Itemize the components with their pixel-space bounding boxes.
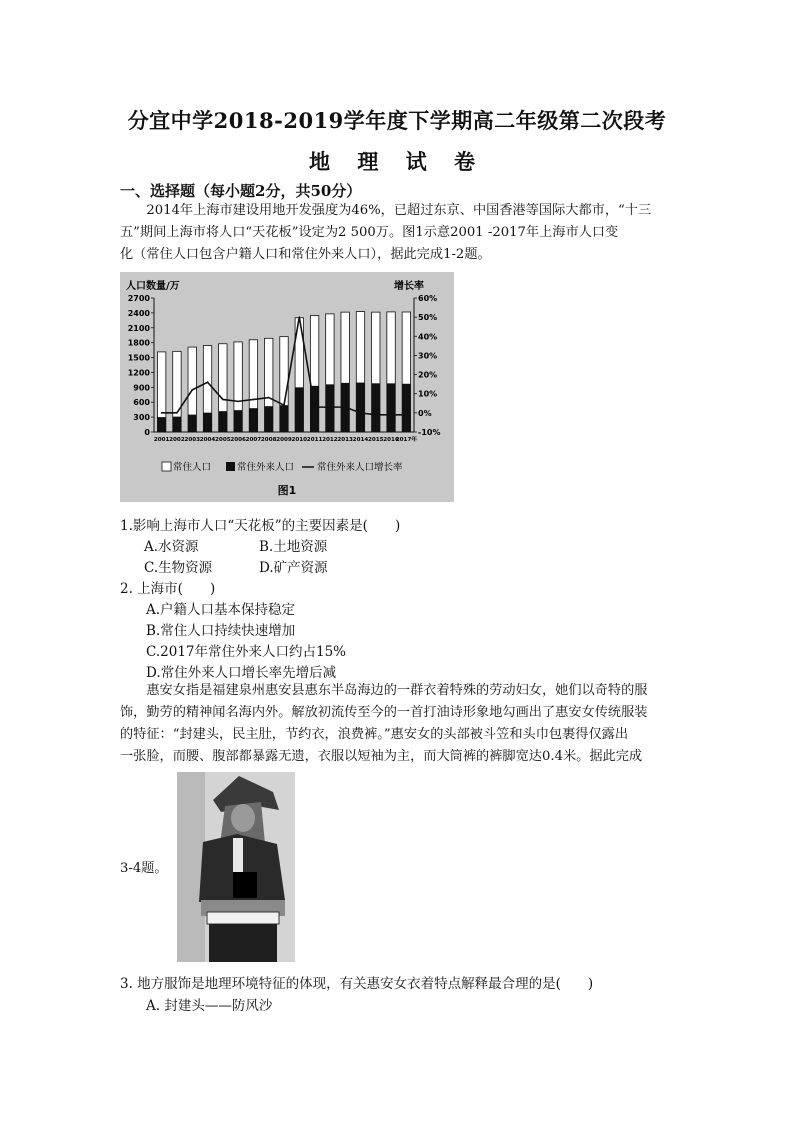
chart-svg <box>120 272 454 502</box>
q2-option-a: A.户籍人口基本保持稳定 <box>146 602 296 618</box>
point-growth-rate <box>360 412 362 414</box>
x-tick-label: 2016 <box>383 437 399 443</box>
q3-option-a: A. 封建头——防风沙 <box>146 998 273 1014</box>
point-growth-rate <box>222 399 224 401</box>
point-growth-rate <box>268 397 270 399</box>
legend-swatch-migrant <box>226 462 235 471</box>
bar-migrant <box>219 411 227 432</box>
y-tick-label: 1500 <box>127 353 150 363</box>
y2-tick-label: 60% <box>418 294 438 303</box>
x-tick-label: 2006 <box>230 437 246 443</box>
question-1-stem: 1.影响上海市人口“天花板”的主要因素是( ) <box>120 518 401 534</box>
y-tick-label: 600 <box>133 398 150 408</box>
bar-migrant <box>234 410 242 432</box>
huian-woman-photo <box>177 772 295 962</box>
legend-label-migrant: 常住外来人口 <box>237 462 295 473</box>
q1-option-c: C.生物资源 <box>144 560 213 576</box>
y-axis-label: 人口数量/万 <box>126 281 180 292</box>
q1-option-d: D.矿产资源 <box>259 560 328 576</box>
point-growth-rate <box>375 414 377 416</box>
bar-migrant <box>326 384 334 432</box>
legend-label-growth: 常住外来人口增长率 <box>317 462 403 473</box>
q1-option-b: B.土地资源 <box>259 539 328 555</box>
x-tick-label: 2012 <box>322 437 338 443</box>
q2-option-d: D.常住外来人口增长率先增后减 <box>146 665 337 681</box>
legend-swatch-resident <box>162 462 171 471</box>
bar-migrant <box>295 387 303 432</box>
x-tick-label: 2013 <box>337 437 353 443</box>
x-tick-label: 2004 <box>199 437 216 443</box>
population-chart <box>120 272 454 502</box>
y-tick-label: 1200 <box>127 368 150 378</box>
y-tick-label: 2400 <box>127 308 150 318</box>
y2-axis-label: 增长率 <box>394 281 424 292</box>
bar-migrant <box>402 384 410 432</box>
page-title: 分宜中学2018-2019学年度下学期高二年级第二次段考 <box>127 108 667 133</box>
y-tick-label: 300 <box>133 413 150 423</box>
intro-paragraph-2 <box>120 680 675 768</box>
chart-caption: 图1 <box>277 484 297 497</box>
x-tick-label: 2003 <box>184 437 201 443</box>
y2-tick-label: 10% <box>418 389 438 399</box>
y-tick-label: 2700 <box>127 294 150 303</box>
y2-tick-label: 20% <box>418 370 438 380</box>
intro-line: 的特征：“封建头，民主肚，节约衣，浪费裤。”惠安女的头部被斗笠和头巾包裹得仅露出 <box>120 727 629 742</box>
chart-legend <box>162 461 403 473</box>
section-heading: 一、选择题（每小题2分，共50分） <box>120 182 362 200</box>
x-tick-label: 2007 <box>245 437 262 443</box>
y2-tick-label: -10% <box>418 428 441 437</box>
bar-migrant <box>157 417 165 432</box>
y2-tick-label: 40% <box>418 332 438 342</box>
photo-illustration <box>177 772 295 962</box>
intro-line: 一张脸，而腰、腹部都暴露无遗，衣服以短袖为主，而大筒裤的裤脚宽达0.4米。据此完成 <box>120 749 643 764</box>
x-tick-label: 2017年 <box>395 437 417 443</box>
x-tick-label: 2008 <box>260 437 277 443</box>
y2-tick-label: 50% <box>418 313 438 323</box>
x-tick-label: 2011 <box>306 437 323 443</box>
bar-migrant <box>173 417 181 432</box>
x-tick-label: 2002 <box>169 437 185 443</box>
point-growth-rate <box>344 406 346 408</box>
x-tick-label: 2014 <box>352 437 369 443</box>
intro-line: 2014年上海市建设用地开发强度为46%，已超过东京、中国香港等国际大都市，“十三 <box>120 203 652 218</box>
intro-paragraph-1 <box>120 200 675 266</box>
point-growth-rate <box>207 381 209 383</box>
point-growth-rate <box>406 414 408 416</box>
point-growth-rate <box>237 401 239 403</box>
y2-tick-label: 0% <box>418 408 432 418</box>
q2-option-b: B.常住人口持续快速增加 <box>146 623 296 639</box>
point-growth-rate <box>161 412 163 414</box>
bar-migrant <box>188 415 196 432</box>
point-growth-rate <box>191 389 193 391</box>
page-subtitle: 地 理 试 卷 <box>309 149 485 174</box>
point-growth-rate <box>298 316 300 318</box>
intro-line-continued: 3-4题。 <box>120 861 168 876</box>
x-tick-label: 2015 <box>367 437 384 443</box>
point-growth-rate <box>283 404 285 406</box>
question-2-stem: 2. 上海市( ) <box>120 581 216 597</box>
y-tick-label: 2100 <box>127 323 150 333</box>
intro-line: 惠安女指是福建泉州惠安县惠东半岛海边的一群衣着特殊的劳动妇女，她们以奇特的服 <box>120 683 648 698</box>
y-tick-label: 1800 <box>127 338 150 348</box>
y-tick-label: 0 <box>144 428 150 437</box>
point-growth-rate <box>329 406 331 408</box>
legend-label-resident: 常住人口 <box>173 462 212 473</box>
intro-line: 化（常住人口包含户籍人口和常住外来人口），据此完成1-2题。 <box>120 247 491 262</box>
x-tick-label: 2001 <box>153 437 170 443</box>
y2-tick-label: 30% <box>418 351 438 361</box>
intro-line: 五”期间上海市将人口“天花板”设定为2 500万。图1示意2001 -2017年上海市人口变 <box>120 225 619 240</box>
point-growth-rate <box>314 406 316 408</box>
bar-migrant <box>249 408 257 432</box>
point-growth-rate <box>176 412 178 414</box>
bar-migrant <box>280 405 288 432</box>
q2-option-c: C.2017年常住外来人口约占15% <box>146 644 347 660</box>
bar-migrant <box>372 383 380 432</box>
bar-migrant <box>265 406 273 432</box>
point-growth-rate <box>390 414 392 416</box>
bar-migrant <box>387 383 395 432</box>
point-growth-rate <box>253 399 255 401</box>
y-tick-label: 900 <box>133 383 150 393</box>
intro-line: 饰，勤劳的精神闻名海内外。解放初流传至今的一首打油诗形象地勾画出了惠安女传统服装 <box>120 705 648 720</box>
x-tick-label: 2010 <box>291 437 308 443</box>
x-tick-label: 2005 <box>215 437 231 443</box>
bar-migrant <box>203 413 211 432</box>
x-tick-label: 2009 <box>276 437 292 443</box>
q1-option-a: A.水资源 <box>144 539 199 555</box>
bar-migrant <box>356 383 364 432</box>
question-3-stem: 3. 地方服饰是地理环境特征的体现，有关惠安女衣着特点解释最合理的是( ) <box>120 976 594 992</box>
